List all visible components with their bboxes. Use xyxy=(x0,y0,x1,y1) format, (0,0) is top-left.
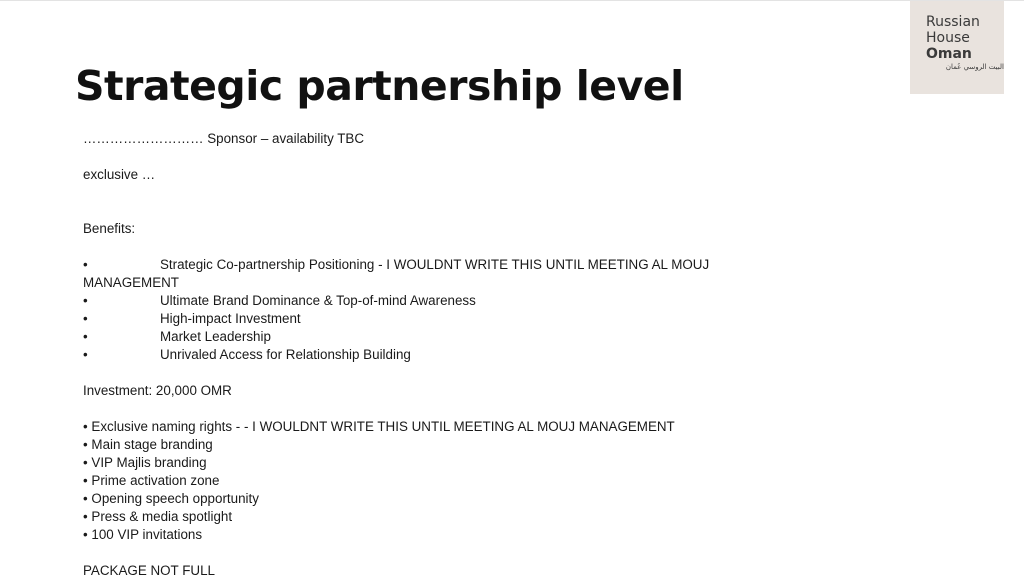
package-item: • 100 VIP invitations xyxy=(83,527,203,542)
benefit-item xyxy=(83,292,1003,310)
benefit-text: Ultimate Brand Dominance & Top-of-mind Awareness xyxy=(160,293,476,308)
benefit-text: Market Leadership xyxy=(160,329,271,344)
benefit-item xyxy=(83,328,1003,346)
bullet: • xyxy=(83,329,88,344)
benefit-text: High-impact Investment xyxy=(160,311,301,326)
bullet: • xyxy=(83,347,88,362)
sponsor-line: ……………………… Sponsor – availability TBC xyxy=(83,131,365,146)
blank-line xyxy=(83,148,1003,166)
package-item: • Exclusive naming rights - - I WOULDNT WRITE THIS UNTIL MEETING AL MOUJ MANAGEMENT xyxy=(83,419,675,434)
investment-line: Investment: 20,000 OMR xyxy=(83,383,232,398)
slide-title: Strategic partnership level xyxy=(75,62,684,110)
blank-line xyxy=(83,202,1003,220)
exclusive-line: exclusive … xyxy=(83,167,156,182)
blank-line xyxy=(83,364,1003,382)
benefit-continuation: MANAGEMENT xyxy=(83,275,179,290)
package-status-line: PACKAGE NOT FULL xyxy=(83,563,215,578)
benefit-item xyxy=(83,310,1003,328)
bullet: • xyxy=(83,293,88,308)
top-border xyxy=(0,0,1024,1)
benefit-text: Unrivaled Access for Relationship Building xyxy=(160,347,411,362)
benefit-text: Strategic Co-partnership Positioning - I WOULDNT WRITE THIS UNTIL MEETING AL MOUJ xyxy=(160,257,710,272)
package-item: • Main stage branding xyxy=(83,437,213,452)
package-item: • Press & media spotlight xyxy=(83,509,233,524)
package-item: • Opening speech opportunity xyxy=(83,491,259,506)
package-item: • Prime activation zone xyxy=(83,473,220,488)
logo-text-line-3: Oman xyxy=(926,46,972,62)
blank-line xyxy=(83,238,1003,256)
logo-text-line-2: House xyxy=(926,30,970,46)
benefit-item xyxy=(83,256,1003,274)
russian-house-oman-logo xyxy=(910,1,1004,94)
bullet: • xyxy=(83,311,88,326)
slide-body xyxy=(83,130,1003,580)
blank-line xyxy=(83,184,1003,202)
blank-line xyxy=(83,544,1003,562)
logo-text-line-1: Russian xyxy=(926,14,980,30)
bullet: • xyxy=(83,257,88,272)
benefit-item xyxy=(83,346,1003,364)
package-item: • VIP Majlis branding xyxy=(83,455,207,470)
benefits-heading: Benefits: xyxy=(83,221,136,236)
logo-arabic-text: البيت الروسي عُمان xyxy=(945,63,1004,71)
blank-line xyxy=(83,400,1003,418)
